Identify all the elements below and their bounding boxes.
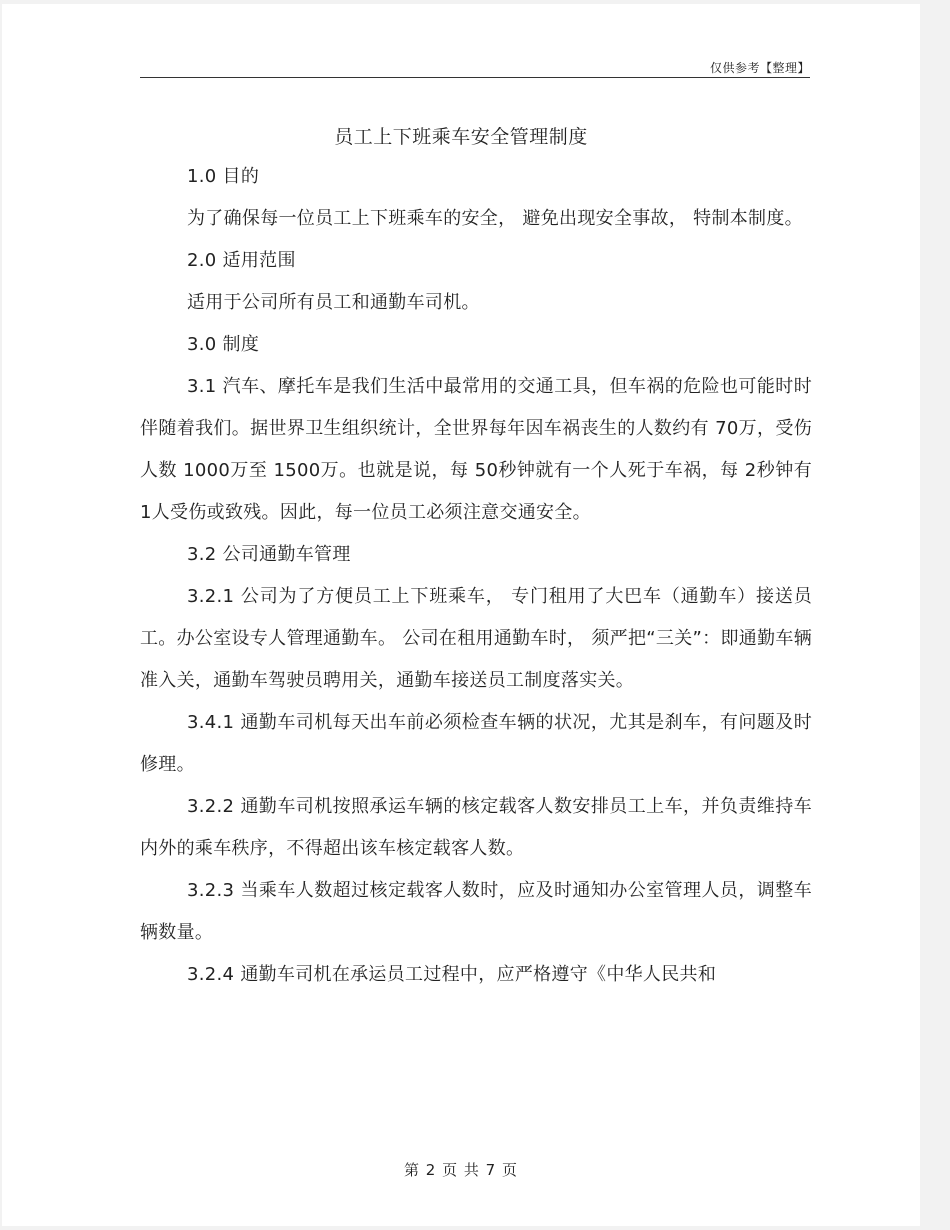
section-heading-scope: 2.0 适用范围: [187, 250, 296, 271]
paragraph-3-2-2: 3.2.2 通勤车司机按照承运车辆的核定载客人数安排员工上车，并负责维持车内外的乘车秩序，不得超出该车核定载客人数。: [140, 796, 812, 859]
paragraph-3-2-4: 3.2.4 通勤车司机在承运员工过程中，应严格遵守《中华人民共和: [187, 964, 717, 985]
page-number: 第 2 页 共 7 页: [404, 1161, 518, 1179]
paragraph-purpose: 为了确保每一位员工上下班乘车的安全， 避免出现安全事故， 特制本制度。: [187, 208, 803, 229]
document-page: [2, 4, 920, 1226]
paragraph-3-1: 3.1 汽车、摩托车是我们生活中最常用的交通工具，但车祸的危险也可能时时伴随着我们。据世界卫生组织统计，全世界每年因车祸丧生的人数约有 70万，受伤人数 1000万至 1500万。也就是说，每 50秒钟就有一个人死于车祸，每 2秒钟有 1人受伤或致残。因此，每一位员工必须注意交通安全。: [140, 376, 812, 523]
paragraph-3-2-3: 3.2.3 当乘车人数超过核定载客人数时，应及时通知办公室管理人员，调整车辆数量。: [140, 880, 812, 943]
paragraph-3-4-1: 3.4.1 通勤车司机每天出车前必须检查车辆的状况，尤其是刹车，有问题及时修理。: [140, 712, 812, 775]
document-title: 员工上下班乘车安全管理制度: [334, 126, 588, 148]
section-heading-rules: 3.0 制度: [187, 334, 260, 355]
header-note: 仅供参考【整理】: [709, 61, 810, 75]
paragraph-scope: 适用于公司所有员工和通勤车司机。: [187, 292, 480, 313]
paragraph-3-2-1: 3.2.1 公司为了方便员工上下班乘车， 专门租用了大巴车（通勤车）接送员工。办公室设专人管理通勤车。 公司在租用通勤车时， 须严把“三关”：即通勤车辆准入关，通勤车驾驶员聘用关，通勤车接送员工制度落实关。: [140, 586, 812, 691]
header-divider: [140, 77, 810, 78]
section-heading-3-2: 3.2 公司通勤车管理: [187, 544, 351, 565]
document-body: [140, 156, 812, 996]
section-heading-purpose: 1.0 目的: [187, 166, 260, 187]
